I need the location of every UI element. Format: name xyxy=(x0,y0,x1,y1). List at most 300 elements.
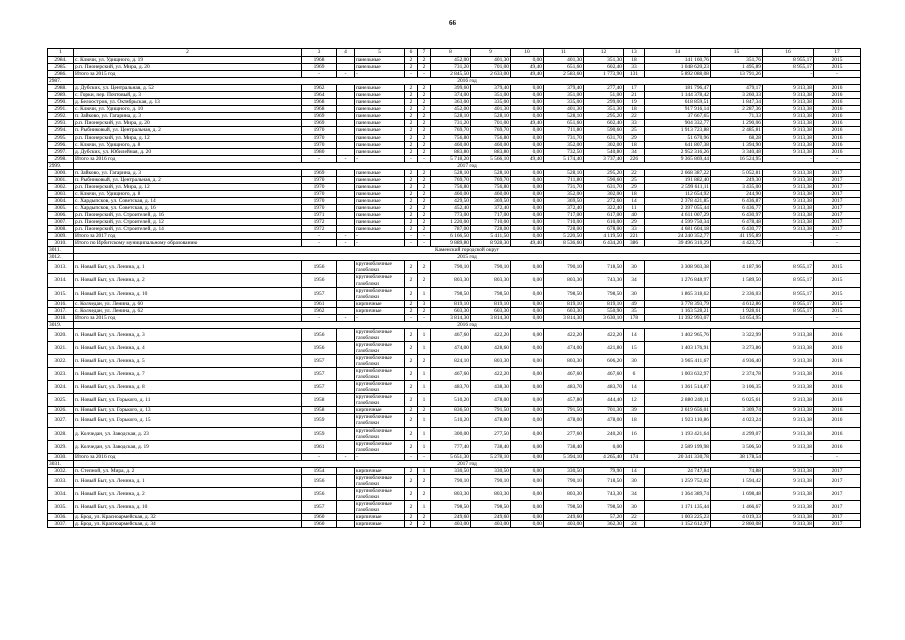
table-cell: 2 xyxy=(405,394,418,407)
table-cell: 1956 xyxy=(302,328,337,341)
table-cell: 483,70 xyxy=(584,381,624,394)
table-cell: 13 791,26 xyxy=(711,71,763,78)
table-cell: 2 xyxy=(405,307,418,314)
table-cell xyxy=(337,169,355,176)
table-cell: 0,00 xyxy=(511,176,544,183)
table-cell: 2 xyxy=(405,427,418,440)
table-cell: 2 xyxy=(418,183,431,190)
table-cell: 803,30 xyxy=(544,355,584,368)
table-cell: 2 xyxy=(418,487,431,500)
table-cell: 2017 xyxy=(814,467,861,474)
table-cell: 798,50 xyxy=(544,501,584,514)
table-cell: 701,30 xyxy=(584,407,624,414)
table-cell: 33 xyxy=(624,226,645,233)
table-cell: 9 313,38 xyxy=(763,368,814,381)
table-cell: 460,00 xyxy=(431,190,471,197)
table-cell: 3037. xyxy=(48,521,74,528)
table-cell: 478,00 xyxy=(471,414,511,427)
table-cell: 362,30 xyxy=(584,521,624,528)
table-row xyxy=(48,261,861,274)
table-cell: с. Хардыпсков, ул. Советская, д. 16 xyxy=(74,204,302,211)
table-cell: 1960 xyxy=(302,521,337,528)
table-cell: 1969 xyxy=(302,169,337,176)
table-cell: 0,00 xyxy=(511,314,544,321)
table-cell: 631,70 xyxy=(584,134,624,141)
table-cell: р.п. Пионерский, ул. Мира, д. 20 xyxy=(74,64,302,71)
table-cell: 528,10 xyxy=(544,113,584,120)
table-cell: 756,80 xyxy=(471,183,511,190)
table-cell: 1 290,06 xyxy=(711,120,763,127)
table-cell: 1957 xyxy=(302,381,337,394)
table-cell: 401,30 xyxy=(471,57,511,64)
table-cell: 1972 xyxy=(302,226,337,233)
table-cell: 2 xyxy=(405,440,418,453)
table-cell: 11 xyxy=(624,204,645,211)
table-cell: 2015 xyxy=(814,64,861,71)
table-cell: 351,30 xyxy=(584,57,624,64)
section-label: 2016 год xyxy=(74,78,861,85)
table-cell: 3017. xyxy=(48,307,74,314)
table-cell: крупноблочные газоблоки xyxy=(355,440,405,453)
table-cell: 9 313,38 xyxy=(763,134,814,141)
table-cell: 2 xyxy=(405,120,418,127)
table-cell xyxy=(337,474,355,487)
table-cell: 2 xyxy=(405,219,418,226)
table-cell: 3007. xyxy=(48,219,74,226)
table-cell: 9 313,38 xyxy=(763,99,814,106)
table-cell: 0,00 xyxy=(511,261,544,274)
table-cell: 1 xyxy=(418,414,431,427)
table-cell: 30 xyxy=(624,261,645,274)
table-cell: 2 xyxy=(405,328,418,341)
table-cell: 2992. xyxy=(48,113,74,120)
table-cell: 0,00 xyxy=(511,501,544,514)
table-cell: панельные xyxy=(355,120,405,127)
table-cell: 2 xyxy=(405,407,418,414)
table-cell: 4 599 750,34 xyxy=(645,219,711,226)
table-cell: 1 594,42 xyxy=(711,474,763,487)
table-cell: 9 313,38 xyxy=(763,440,814,453)
table-cell: 0,00 xyxy=(511,467,544,474)
table-cell: 1959 xyxy=(302,427,337,440)
table-cell: д. Брод, ул. Красноармейская, д. 32 xyxy=(74,514,302,521)
table-cell: 1961 xyxy=(302,440,337,453)
table-cell: 2 397 055,44 xyxy=(645,204,711,211)
table-cell: - xyxy=(763,71,814,78)
table-cell: 2 xyxy=(405,169,418,176)
table-cell: 1 003 632,97 xyxy=(645,368,711,381)
table-cell: 49,40 xyxy=(511,240,544,247)
table-cell: 2017 xyxy=(814,487,861,500)
table-cell: 1 589,50 xyxy=(711,274,763,287)
table-cell: 2 xyxy=(405,514,418,521)
table-cell: 1 xyxy=(418,381,431,394)
table-cell: 24 747,84 xyxy=(645,467,711,474)
table-cell: 3 965 411,67 xyxy=(645,355,711,368)
table-cell: 1 220,00 xyxy=(431,219,471,226)
table-cell xyxy=(337,355,355,368)
table-cell: 701,00 xyxy=(471,64,511,71)
table-cell: 4 681 604,18 xyxy=(645,226,711,233)
table-row xyxy=(48,427,861,440)
table-cell: п. Новый Быт, ул. Ленина, д. 4 xyxy=(74,341,302,354)
table-cell: 718,50 xyxy=(584,261,624,274)
table-cell: 1 193 421,64 xyxy=(645,427,711,440)
table-cell: - xyxy=(763,233,814,240)
table-cell: 711,80 xyxy=(544,176,584,183)
table-cell: 3036. xyxy=(48,514,74,521)
table-cell: 428,60 xyxy=(471,341,511,354)
table-cell: крупноблочные газоблоки xyxy=(355,427,405,440)
table-row xyxy=(48,99,861,106)
table-cell: панельные xyxy=(355,197,405,204)
table-cell: 35 xyxy=(624,307,645,314)
table-cell: 0,00 xyxy=(511,183,544,190)
table-cell xyxy=(337,106,355,113)
table-cell: 2 xyxy=(405,521,418,528)
table-cell: 467,60 xyxy=(431,368,471,381)
table-cell: - xyxy=(763,453,814,460)
table-cell: 2015 xyxy=(814,307,861,314)
table-cell: 2 xyxy=(405,474,418,487)
table-cell: 15 xyxy=(624,341,645,354)
table-cell: 9 313,38 xyxy=(763,148,814,155)
table-cell: 1958 xyxy=(302,394,337,407)
table-cell: 30 xyxy=(624,355,645,368)
table-cell: 22 xyxy=(624,169,645,176)
table-cell: 769,70 xyxy=(431,176,471,183)
table-cell: 9 313,38 xyxy=(763,341,814,354)
table-cell: 322,40 xyxy=(584,204,624,211)
table-cell: 1 xyxy=(418,467,431,474)
table-cell: 773,00 xyxy=(431,212,471,219)
table-cell: 4 119,50 xyxy=(584,233,624,240)
table-cell: 1970 xyxy=(302,141,337,148)
table-cell: 528,10 xyxy=(471,113,511,120)
table-cell: 3033. xyxy=(48,474,74,487)
table-cell: 403,00 xyxy=(544,521,584,528)
table-cell: 790,10 xyxy=(471,261,511,274)
table-cell: панельные xyxy=(355,226,405,233)
table-cell: 1954 xyxy=(302,467,337,474)
section-label: 2015 год xyxy=(74,254,861,261)
table-cell: 2016 xyxy=(814,134,861,141)
table-cell: 528,10 xyxy=(431,113,471,120)
table-cell: 606,20 xyxy=(584,355,624,368)
table-cell: крупноблочные газоблоки xyxy=(355,287,405,300)
table-cell: 2 xyxy=(418,307,431,314)
table-row xyxy=(48,226,861,233)
table-cell xyxy=(337,300,355,307)
table-cell: 2988. xyxy=(48,85,74,92)
table-cell: п. Новый Быт, ул. Ленина, д. 7 xyxy=(74,368,302,381)
table-cell: 3035. xyxy=(48,501,74,514)
table-cell: 2016 xyxy=(814,113,861,120)
table-row xyxy=(48,287,861,300)
table-cell: 2016 xyxy=(814,328,861,341)
table-cell: 798,50 xyxy=(584,287,624,300)
table-cell: 0,00 xyxy=(511,453,544,460)
table-cell: 528,10 xyxy=(471,169,511,176)
table-cell: 1 xyxy=(418,328,431,341)
section-row xyxy=(48,78,861,85)
table-cell: - xyxy=(405,453,418,460)
table-cell: 2 xyxy=(418,176,431,183)
table-cell: 0,00 xyxy=(511,341,544,354)
table-cell xyxy=(337,407,355,414)
table-cell: 2 xyxy=(418,64,431,71)
table-cell: крупноблочные газоблоки xyxy=(355,474,405,487)
table-cell: 2 xyxy=(405,176,418,183)
table-cell: 14 xyxy=(624,381,645,394)
table-cell: 2 xyxy=(405,85,418,92)
table-cell: 0,00 xyxy=(511,92,544,99)
table-cell: 2 xyxy=(405,148,418,155)
table-cell: 2 xyxy=(405,341,418,354)
table-cell: 1970 xyxy=(302,197,337,204)
table-cell: 528,10 xyxy=(431,169,471,176)
table-cell: 8 955,17 xyxy=(763,287,814,300)
table-cell: - xyxy=(418,314,431,321)
table-cell: 9 313,38 xyxy=(763,487,814,500)
table-cell: 8 955,17 xyxy=(763,274,814,287)
table-cell: 49,40 xyxy=(511,120,544,127)
table-cell xyxy=(337,212,355,219)
table-cell: 2015 xyxy=(814,300,861,307)
table-cell: 3008. xyxy=(48,226,74,233)
table-cell: 1 923 110,86 xyxy=(645,414,711,427)
table-cell: 3 340,48 xyxy=(711,148,763,155)
row-number: 3011. xyxy=(48,247,74,254)
table-cell: 2017 xyxy=(814,190,861,197)
table-cell xyxy=(337,274,355,287)
table-cell: 2 378 421,85 xyxy=(645,197,711,204)
table-cell: д. Дубских, ул. Юбилейная, д. 20 xyxy=(74,148,302,155)
table-row xyxy=(48,501,861,514)
column-number: 16 xyxy=(763,49,814,57)
table-cell: р.п. Пионерский, ул. Строителей, д. 16 xyxy=(74,212,302,219)
table-cell: 1 466,67 xyxy=(711,501,763,514)
table-cell xyxy=(337,226,355,233)
table-cell: 3 309,74 xyxy=(711,407,763,414)
table-cell: 2 xyxy=(418,134,431,141)
table-cell: - xyxy=(337,155,355,162)
table-cell: д. Колчедан, ул. Заводская, д. 23 xyxy=(74,427,302,440)
table-cell: - xyxy=(355,453,405,460)
table-cell xyxy=(337,92,355,99)
table-cell: 457,80 xyxy=(544,394,584,407)
table-cell: 6 025,61 xyxy=(711,394,763,407)
table-cell: - xyxy=(337,71,355,78)
table-cell: 6 xyxy=(624,368,645,381)
table-cell: 379,40 xyxy=(544,85,584,92)
table-cell xyxy=(337,85,355,92)
table-cell: 791,50 xyxy=(544,407,584,414)
table-cell: 1 865 318,62 xyxy=(645,287,711,300)
table-cell: 2 xyxy=(405,190,418,197)
table-cell: 3023. xyxy=(48,368,74,381)
table-cell: кирпичные xyxy=(355,300,405,307)
table-cell: р.п. Пионерский, ул. Мира, д. 12 xyxy=(74,134,302,141)
table-cell: 2016 xyxy=(814,440,861,453)
table-cell: 777,40 xyxy=(431,440,471,453)
table-cell: 30 xyxy=(624,474,645,487)
table-cell: 2 xyxy=(418,169,431,176)
section-label: 2017 год xyxy=(74,162,861,169)
table-cell: 0,00 xyxy=(511,148,544,155)
table-cell: п. Новый Быт, ул. Ленина, д. 8 xyxy=(74,381,302,394)
row-number: 3012. xyxy=(48,254,74,261)
table-cell: 460,00 xyxy=(431,141,471,148)
table-cell: 1 144 378,42 xyxy=(645,92,711,99)
table-cell: 6 430,77 xyxy=(711,226,763,233)
table-cell: 2016 xyxy=(814,407,861,414)
table-cell: 8 955,17 xyxy=(763,57,814,64)
table-row xyxy=(48,113,861,120)
table-cell: 2985. xyxy=(48,64,74,71)
table-cell: 803,30 xyxy=(471,355,511,368)
table-cell: 6 430,97 xyxy=(711,212,763,219)
table-cell: панельные xyxy=(355,106,405,113)
table-cell: 9 313,38 xyxy=(763,120,814,127)
table-cell: 2017 xyxy=(814,204,861,211)
table-cell: 1 403 176,91 xyxy=(645,341,711,354)
table-cell: 22 xyxy=(624,514,645,521)
table-cell: 3016. xyxy=(48,300,74,307)
table-cell: 1 361 514,87 xyxy=(645,381,711,394)
table-cell: 3 322,99 xyxy=(711,328,763,341)
table-cell: 178 xyxy=(624,314,645,321)
table-cell: 9 313,38 xyxy=(763,183,814,190)
table-cell: 5 566,10 xyxy=(471,155,511,162)
table-cell: 249,60 xyxy=(431,514,471,521)
table-cell: 641 807,38 xyxy=(645,141,711,148)
table-cell: 6 434,20 xyxy=(584,240,624,247)
table-cell: 678,00 xyxy=(584,226,624,233)
table-cell: 351,00 xyxy=(471,92,511,99)
table-cell: 2 336,03 xyxy=(711,287,763,300)
table-cell: 2 xyxy=(418,141,431,148)
column-number: 8 xyxy=(431,49,471,57)
table-cell: 1 364 389,74 xyxy=(645,487,711,500)
table-cell: 883,80 xyxy=(431,148,471,155)
table-cell: 9 313,38 xyxy=(763,521,814,528)
table-cell: 3027. xyxy=(48,414,74,427)
table-cell: 2 xyxy=(405,127,418,134)
table-row xyxy=(48,274,861,287)
table-cell: 39 xyxy=(624,407,645,414)
table-cell: 2016 xyxy=(814,414,861,427)
table-cell: - xyxy=(355,155,405,162)
table-cell: 71,33 xyxy=(711,113,763,120)
total-row xyxy=(48,240,861,247)
table-cell: 8 955,17 xyxy=(763,64,814,71)
table-cell: 590,60 xyxy=(584,127,624,134)
table-cell: - xyxy=(814,71,861,78)
table-row xyxy=(48,474,861,487)
table-cell: 2 xyxy=(418,85,431,92)
table-cell: 2017 xyxy=(814,521,861,528)
table-cell: 510,20 xyxy=(431,394,471,407)
table-cell: 0,00 xyxy=(511,99,544,106)
table-row xyxy=(48,176,861,183)
table-cell: 363,00 xyxy=(431,99,471,106)
table-cell: 3005. xyxy=(48,204,74,211)
table-cell: 221 xyxy=(624,233,645,240)
table-cell: 1970 xyxy=(302,204,337,211)
table-cell: 191 882,40 xyxy=(645,176,711,183)
table-cell: 836,50 xyxy=(431,407,471,414)
table-cell: 403,00 xyxy=(431,521,471,528)
table-cell: 2 xyxy=(418,407,431,414)
table-cell: 2 xyxy=(418,197,431,204)
table-cell xyxy=(337,394,355,407)
table-cell: крупноблочные газоблоки xyxy=(355,328,405,341)
table-cell: 41 195,89 xyxy=(711,233,763,240)
table-cell: - xyxy=(302,155,337,162)
table-cell: 0,00 xyxy=(511,394,544,407)
section-row xyxy=(48,321,861,328)
table-cell: 399,60 xyxy=(431,85,471,92)
table-cell: 798,50 xyxy=(431,287,471,300)
table-cell: п. Зайково, ул. Гагарина, д. 3 xyxy=(74,113,302,120)
table-cell: 3000. xyxy=(48,169,74,176)
total-row xyxy=(48,314,861,321)
table-cell: 2995. xyxy=(48,134,74,141)
table-cell: п. Новый Быт, ул. Ленина, д. 5 xyxy=(74,355,302,368)
table-cell: 302,00 xyxy=(584,141,624,148)
table-cell: 467,60 xyxy=(544,368,584,381)
table-cell: 4 265,40 xyxy=(584,453,624,460)
table-row xyxy=(48,120,861,127)
table-cell: 401,30 xyxy=(544,57,584,64)
table-cell: д. Брод, ул. Красноармейская, д. 34 xyxy=(74,521,302,528)
table-cell: 49,40 xyxy=(511,64,544,71)
table-cell: 460,00 xyxy=(471,141,511,148)
table-cell xyxy=(337,307,355,314)
table-cell: панельные xyxy=(355,99,405,106)
table-cell: 33 xyxy=(624,120,645,127)
table-cell: с. Ключи, ул. Удищного, д. 19 xyxy=(74,57,302,64)
table-cell: 9 313,38 xyxy=(763,219,814,226)
table-cell: 590,60 xyxy=(584,176,624,183)
table-cell: 6 436,87 xyxy=(711,197,763,204)
table-cell: - xyxy=(355,233,405,240)
table-row xyxy=(48,341,861,354)
table-cell: 141 160,76 xyxy=(645,57,711,64)
column-number: 15 xyxy=(711,49,763,57)
table-cell: 51,00 xyxy=(584,92,624,99)
table-cell xyxy=(337,190,355,197)
table-cell: - xyxy=(302,240,337,247)
table-cell xyxy=(337,148,355,155)
table-cell: 49,40 xyxy=(511,71,544,78)
table-cell: 2017 xyxy=(814,514,861,521)
table-cell: 9 313,38 xyxy=(763,501,814,514)
table-row xyxy=(48,307,861,314)
table-cell: 9 313,38 xyxy=(763,85,814,92)
table-cell: 2 xyxy=(405,414,418,427)
table-cell: 9 313,38 xyxy=(763,467,814,474)
table-cell: 2016 xyxy=(814,120,861,127)
table-cell: - xyxy=(302,453,337,460)
table-cell: 711,80 xyxy=(544,127,584,134)
table-cell: 731,20 xyxy=(431,120,471,127)
table-cell: Итого по Ирбитскому муниципальному образованию xyxy=(74,240,302,247)
table-cell: 617,00 xyxy=(584,212,624,219)
table-cell: 0,00 xyxy=(511,85,544,92)
table-cell: р.п. Пионерский, ул. Строителей, д. 12 xyxy=(74,219,302,226)
